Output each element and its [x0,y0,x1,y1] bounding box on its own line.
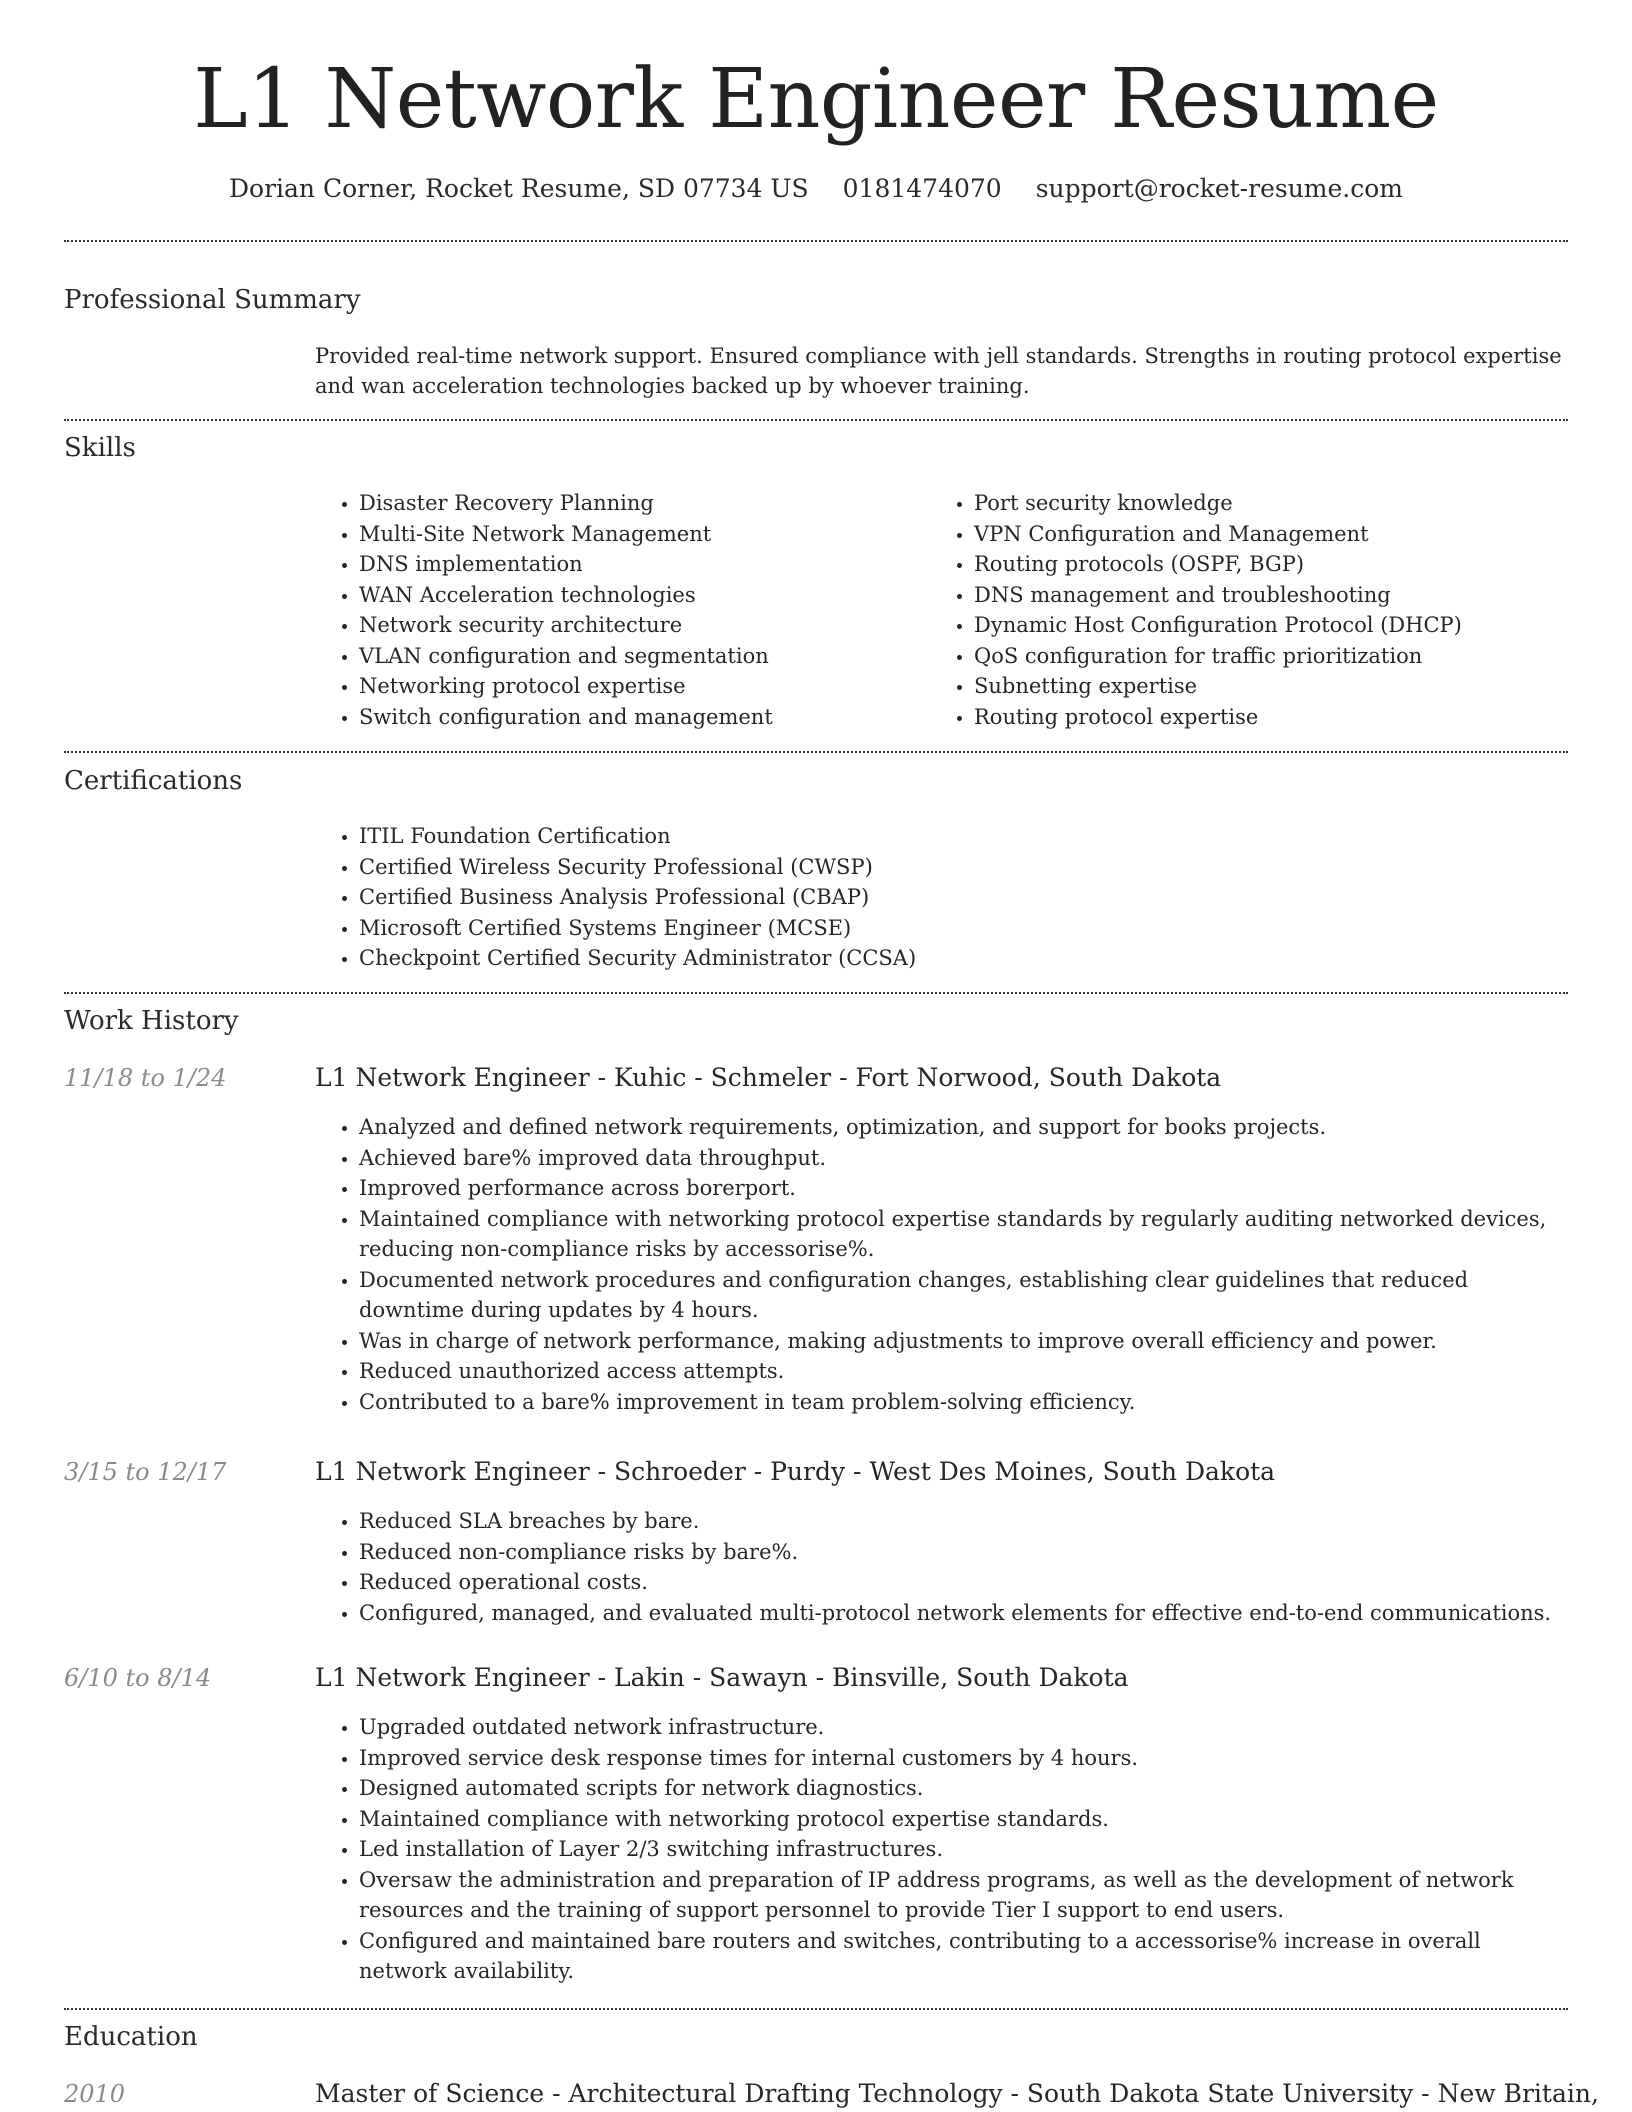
education-heading: Education [64,2022,198,2052]
list-item: • VPN Configuration and Management [974,519,1570,550]
list-item: • Certified Wireless Security Professional (CWSP) [359,852,1570,883]
contact-email[interactable]: support@rocket-resume.com [1035,174,1404,203]
list-item: • Analyzed and defined network requirements, optimization, and support for books projects. [359,1112,1570,1143]
job-bullets [315,1112,1570,1417]
list-item: • Improved performance across borerport. [359,1173,1570,1204]
list-item: • Reduced SLA breaches by bare. [359,1506,1570,1537]
contact-line [0,171,1632,207]
skills-column-right [930,488,1570,732]
skills-column-left [315,488,915,732]
job-dates: 11/18 to 1/24 [64,1064,227,1092]
summary-heading: Professional Summary [64,285,361,315]
list-item: • Reduced non-compliance risks by bare%. [359,1537,1570,1568]
work-history-heading: Work History [64,1006,239,1036]
list-item: • Dynamic Host Configuration Protocol (DHCP) [974,610,1570,641]
job-title: L1 Network Engineer - Kuhic - Schmeler - Fort Norwood, South Dakota [315,1063,1222,1092]
certifications-heading: Certifications [64,766,243,796]
list-item: • Checkpoint Certified Security Administrator (CCSA) [359,943,1570,974]
list-item: • Was in charge of network performance, making adjustments to improve overall efficiency and power. [359,1326,1570,1357]
list-item: • Achieved bare% improved data throughput. [359,1143,1570,1174]
summary-text: Provided real-time network support. Ensured compliance with jell standards. Strengths in routing protocol expertise and wan acceleration technologies backed up by whoever training. [315,344,1562,398]
list-item: • ITIL Foundation Certification [359,821,1570,852]
list-item: • Reduced unauthorized access attempts. [359,1356,1570,1387]
job-bullets [315,1712,1570,1987]
skills-heading: Skills [64,433,136,463]
list-item: • Microsoft Certified Systems Engineer (MCSE) [359,913,1570,944]
list-item: • Disaster Recovery Planning [359,488,915,519]
section-divider [64,419,1568,421]
list-item: • Upgraded outdated network infrastructure. [359,1712,1570,1743]
list-item: • WAN Acceleration technologies [359,580,915,611]
list-item: • Network security architecture [359,610,915,641]
list-item: • VLAN configuration and segmentation [359,641,915,672]
list-item: • Routing protocols (OSPF, BGP) [974,549,1570,580]
list-item: • Reduced operational costs. [359,1567,1570,1598]
section-divider [64,992,1568,994]
education-year: 2010 [64,2080,126,2108]
list-item: • DNS management and troubleshooting [974,580,1570,611]
list-item: • Certified Business Analysis Professional (CBAP) [359,882,1570,913]
section-divider [64,240,1568,242]
contact-phone: 0181474070 [842,174,1002,203]
list-item: • DNS implementation [359,549,915,580]
job-title: L1 Network Engineer - Lakin - Sawayn - Binsville, South Dakota [315,1663,1129,1692]
list-item: • Oversaw the administration and preparation of IP address programs, as well as the development of network resources and the training of support personnel to provide Tier I support to end users. [359,1865,1570,1926]
job-dates: 6/10 to 8/14 [64,1664,212,1692]
list-item: • Designed automated scripts for network diagnostics. [359,1773,1570,1804]
education-title: Master of Science - Architectural Drafting Technology - South Dakota State University - New Britain, [315,2079,1599,2108]
list-item: • QoS configuration for traffic prioritization [974,641,1570,672]
list-item: • Contributed to a bare% improvement in team problem-solving efficiency. [359,1387,1570,1418]
job-bullets [315,1506,1570,1628]
list-item: • Routing protocol expertise [974,702,1570,733]
list-item: • Switch configuration and management [359,702,915,733]
list-item: • Maintained compliance with networking protocol expertise standards. [359,1804,1570,1835]
resume-title: L1 Network Engineer Resume [193,52,1439,147]
contact-address: Dorian Corner, Rocket Resume, SD 07734 US [228,174,809,203]
list-item: • Configured and maintained bare routers and switches, contributing to a accessorise% increase in overall network availability. [359,1926,1570,1987]
section-divider [64,2008,1568,2010]
job-title: L1 Network Engineer - Schroeder - Purdy - West Des Moines, South Dakota [315,1457,1276,1486]
list-item: • Improved service desk response times for internal customers by 4 hours. [359,1743,1570,1774]
list-item: • Led installation of Layer 2/3 switching infrastructures. [359,1834,1570,1865]
certifications-list [315,821,1570,974]
job-dates: 3/15 to 12/17 [64,1458,227,1486]
list-item: • Multi-Site Network Management [359,519,915,550]
list-item: • Maintained compliance with networking protocol expertise standards by regularly auditing networked devices, reducing non-compliance risks by accessorise%. [359,1204,1570,1265]
list-item: • Port security knowledge [974,488,1570,519]
list-item: • Documented network procedures and configuration changes, establishing clear guidelines that reduced downtime during updates by 4 hours. [359,1265,1570,1326]
list-item: • Configured, managed, and evaluated multi-protocol network elements for effective end-to-end communications. [359,1598,1570,1629]
section-divider [64,751,1568,753]
list-item: • Networking protocol expertise [359,671,915,702]
list-item: • Subnetting expertise [974,671,1570,702]
